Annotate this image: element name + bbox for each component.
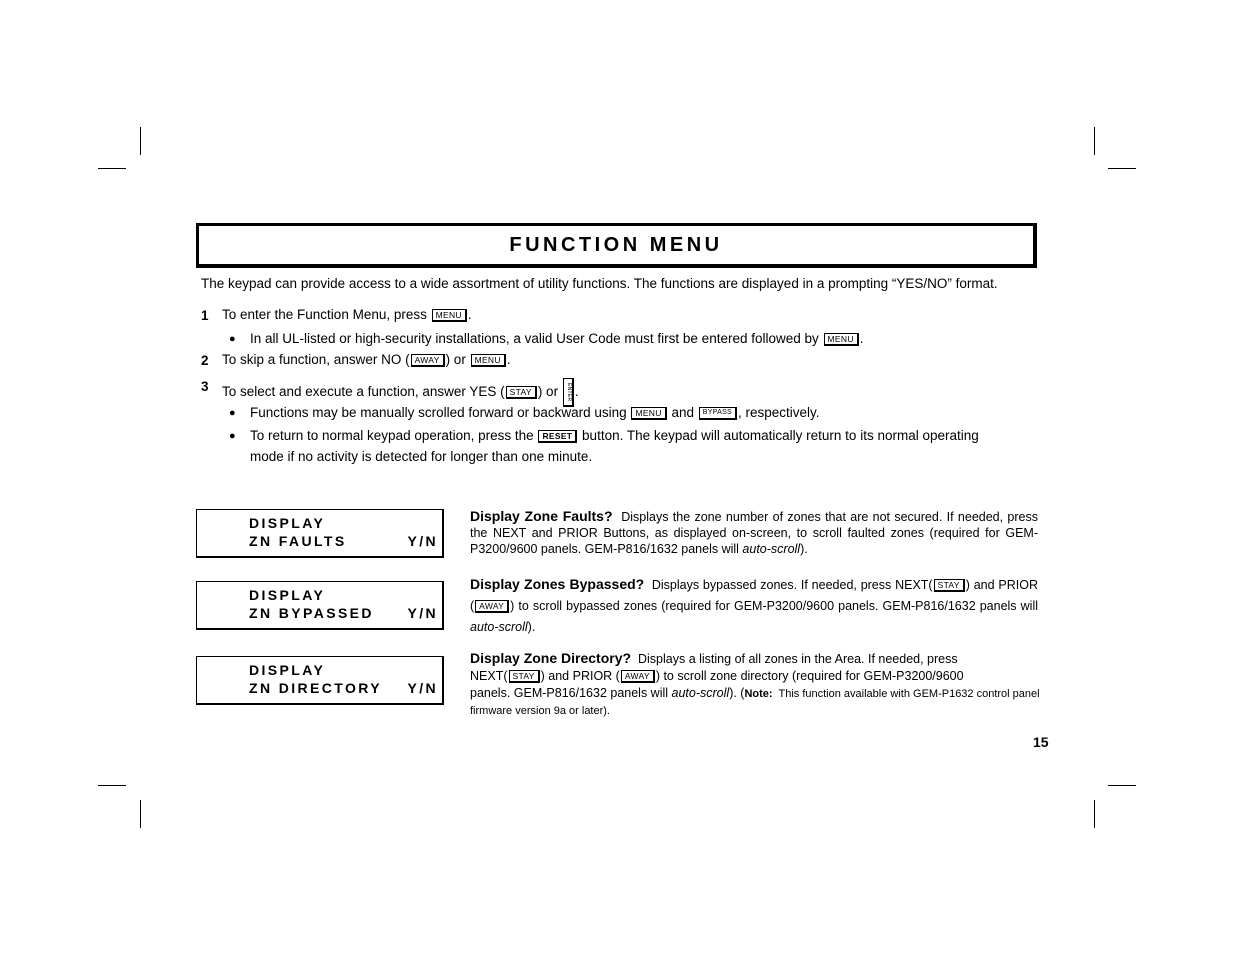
menu-key-icon: MENU — [824, 333, 859, 346]
desc-heading: Display Zone Directory? — [470, 650, 632, 666]
step-3-text-a: To select and execute a function, answer YES ( — [222, 384, 505, 400]
step-1-end: . — [467, 307, 472, 322]
step-2 — [222, 352, 511, 368]
lcd-line-1: DISPLAY — [249, 662, 326, 678]
desc-text-d: ) to scroll bypassed zones (required for GEM-P3200/9600 panels. — [510, 599, 879, 613]
section-title-box — [196, 223, 1037, 268]
step-2-end: . — [506, 352, 511, 367]
bullet-scroll-end: , respectively. — [738, 405, 820, 420]
desc-zone-directory — [470, 650, 1040, 719]
lcd-display-bypassed — [196, 581, 444, 630]
desc-end: ). — [800, 542, 808, 556]
desc-text-a: Displays a listing of all zones in the Area. If needed, press — [638, 652, 958, 666]
crop-mark — [1094, 800, 1095, 828]
bullet-return-text-a: To return to normal keypad operation, press the — [250, 428, 534, 443]
lcd-line-2: ZN FAULTS — [249, 533, 347, 549]
note-label: Note: — [744, 688, 773, 700]
lcd-line-1: DISPLAY — [249, 587, 326, 603]
desc-italic: auto-scroll — [470, 620, 528, 634]
bullet-scroll — [250, 405, 820, 421]
bullet-scroll-text-b: and — [671, 405, 694, 420]
lcd-yes-no: Y/N — [407, 605, 438, 621]
desc-heading: Display Zones Bypassed? — [470, 576, 645, 592]
intro-text: The keypad can provide access to a wide assortment of utility functions. The functions are displayed in a prompting “YES/NO” format. — [201, 276, 998, 291]
bullet-return — [250, 428, 979, 444]
desc-text-e: GEM-P816/1632 panels will — [882, 599, 1039, 613]
desc-zone-faults — [470, 508, 1038, 557]
desc-text-f: ). ( — [729, 686, 745, 700]
desc-zones-bypassed — [470, 574, 1038, 638]
step-2-text-a: To skip a function, answer NO ( — [222, 352, 410, 367]
bullet-ul-end: . — [859, 331, 864, 346]
lcd-yes-no: Y/N — [407, 533, 438, 549]
menu-key-icon: MENU — [432, 309, 467, 322]
lcd-line-1: DISPLAY — [249, 515, 326, 531]
step-3 — [222, 378, 579, 407]
step-number: 2 — [201, 353, 209, 368]
menu-key-icon: MENU — [471, 354, 506, 367]
crop-mark — [140, 800, 141, 828]
step-3-text-b: ) or — [537, 384, 559, 400]
bullet-return-line2: mode if no activity is detected for longer than one minute. — [250, 449, 593, 464]
desc-italic: auto-scroll — [671, 686, 730, 700]
desc-text-c: ) and PRIOR ( — [540, 669, 620, 683]
stay-key-icon: STAY — [934, 579, 965, 592]
desc-text-a: Displays bypassed zones. If needed, press NEXT( — [651, 578, 933, 592]
step-1-text: To enter the Function Menu, press — [222, 307, 427, 322]
crop-mark — [1108, 168, 1136, 169]
desc-text-b: ) — [965, 578, 970, 592]
lcd-yes-no: Y/N — [407, 680, 438, 696]
lcd-line-2: ZN DIRECTORY — [249, 680, 383, 696]
crop-mark — [1094, 127, 1095, 155]
bullet-return-text-b: button. The keypad will automatically return to its normal operating — [582, 428, 979, 443]
page-number: 15 — [1033, 734, 1049, 750]
stay-key-icon: STAY — [509, 670, 540, 683]
step-number: 1 — [201, 308, 209, 323]
bullet-icon: ● — [229, 407, 236, 419]
bypass-key-icon: BYPASS — [699, 407, 737, 420]
desc-text-d: ) to scroll zone directory (required for GEM-P3200/9600 — [655, 669, 964, 683]
desc-text-c: and PRIOR ( — [470, 578, 1039, 613]
step-3-end: . — [574, 384, 579, 400]
away-key-icon: AWAY — [475, 600, 509, 613]
lcd-line-2: ZN BYPASSED — [249, 605, 374, 621]
step-1 — [222, 307, 472, 323]
bullet-icon: ● — [229, 430, 236, 442]
desc-text: Displays the zone number of zones that are not secured. If needed, press the NEXT and PRIOR Buttons, as displayed on-screen, to scroll faulted zones (required for GEM-P3200/9600 panels. GEM-P816/1632 panels will — [470, 510, 1038, 556]
lcd-display-directory — [196, 656, 444, 705]
lcd-display-faults — [196, 509, 444, 558]
desc-text-b: NEXT( — [470, 669, 508, 683]
reset-key-icon: RESET — [538, 430, 577, 443]
crop-mark — [1108, 785, 1136, 786]
enter-key-icon: ENTER — [563, 378, 574, 407]
bullet-scroll-text-a: Functions may be manually scrolled forward or backward using — [250, 405, 627, 420]
stay-key-icon: STAY — [506, 386, 537, 399]
crop-mark — [140, 127, 141, 155]
away-key-icon: AWAY — [621, 670, 655, 683]
crop-mark — [98, 785, 126, 786]
section-title: FUNCTION MENU — [509, 233, 723, 256]
desc-heading: Display Zone Faults? — [470, 508, 613, 524]
step-number: 3 — [201, 379, 209, 394]
desc-end: ). — [527, 620, 536, 634]
step-2-text-b: ) or — [445, 352, 466, 367]
crop-mark — [98, 168, 126, 169]
away-key-icon: AWAY — [411, 354, 445, 367]
bullet-ul-text: In all UL-listed or high-security installations, a valid User Code must first be entered followed by — [250, 331, 819, 346]
desc-italic: auto-scroll — [742, 542, 801, 556]
bullet-ul — [250, 331, 864, 347]
bullet-icon: ● — [229, 333, 236, 345]
desc-text-e: panels. GEM-P816/1632 panels will — [470, 686, 669, 700]
note-text: This function available with GEM-P1632 control panel firmware version 9a or later). — [470, 688, 1040, 717]
menu-key-icon: MENU — [631, 407, 666, 420]
